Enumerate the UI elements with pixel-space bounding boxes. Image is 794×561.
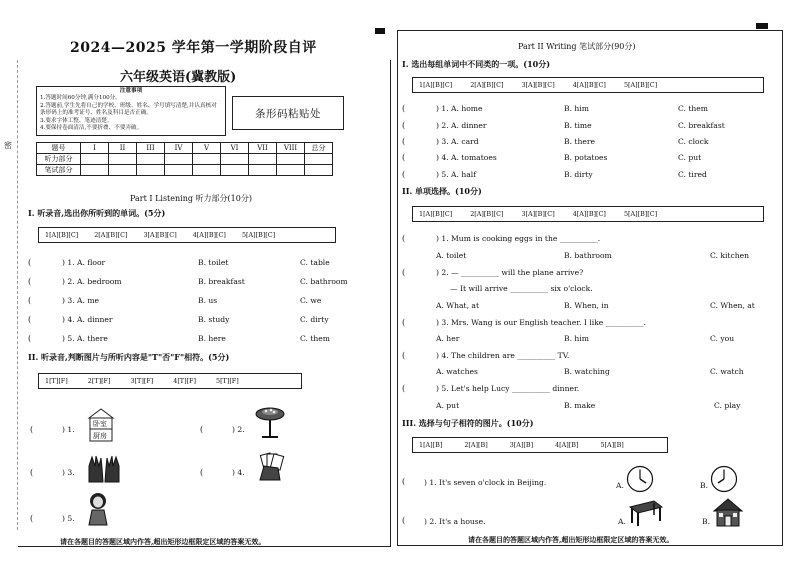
dirty-hands-icon: [86, 452, 122, 484]
answer-bracket[interactable]: (: [402, 477, 406, 486]
answer-option[interactable]: 3[A][B][C]: [521, 81, 555, 89]
answer-bracket[interactable]: (: [402, 384, 406, 393]
answer-option[interactable]: 3[A][B][C]: [521, 210, 555, 218]
score-cell[interactable]: [165, 165, 193, 176]
answer-option[interactable]: 4[A][B][C]: [572, 210, 606, 218]
option-a: A. What, at: [436, 301, 479, 310]
answer-option[interactable]: 5[A][B]: [600, 441, 624, 449]
answer-bracket[interactable]: (: [28, 315, 32, 324]
score-header-cell: 总分: [305, 143, 333, 154]
picture-label-a: A.: [616, 481, 624, 490]
option-c: C. watch: [710, 367, 744, 376]
score-cell[interactable]: [249, 154, 277, 165]
option-a: A. her: [436, 334, 460, 343]
option-b: B. study: [198, 315, 230, 324]
score-cell[interactable]: [137, 154, 165, 165]
answer-option[interactable]: 4[A][B][C]: [572, 81, 606, 89]
answer-option[interactable]: 5[A][B][C]: [623, 210, 658, 218]
question-stem: ) 4. The children are __________ TV.: [436, 351, 570, 360]
question-item: ) 2. A. bedroom: [62, 277, 122, 286]
bottom-rule: [18, 546, 390, 547]
option-c: C. kitchen: [710, 251, 749, 260]
question-item: ) 1. A. floor: [62, 258, 106, 267]
right-rule: [390, 60, 391, 547]
score-cell[interactable]: [305, 154, 333, 165]
answer-bracket[interactable]: (: [30, 425, 34, 434]
option-b: B. make: [564, 401, 596, 410]
picture-item-label: ) 2.: [232, 425, 245, 434]
option-c: C. put: [678, 153, 702, 162]
notes-item: 3.要求字体工整、笔迹清楚。: [40, 117, 113, 124]
option-c: C. we: [300, 296, 322, 305]
picture-item-label: ) 3.: [62, 468, 75, 477]
score-header-cell: VII: [249, 143, 277, 154]
cake-table-icon: [252, 404, 288, 440]
answer-option[interactable]: 3[A][B][C]: [143, 231, 177, 239]
notes-item: 2.答题前,学生先将自己的学校、班级、姓名、学号填写清楚,并认真核对条形码上的准考证号、姓名及科目是否正确。: [40, 102, 217, 117]
girl-icon: [84, 492, 112, 526]
notes-item: 4.要保持卷面清洁,不要折叠、不要弄破。: [40, 125, 143, 132]
score-header-cell: V: [193, 143, 221, 154]
score-header-cell: IV: [165, 143, 193, 154]
question-stem: ) 5. Let's help Lucy __________ dinner.: [436, 384, 580, 393]
option-b: B. us: [198, 296, 218, 305]
answer-bracket[interactable]: (: [200, 425, 204, 434]
option-b: B. time: [564, 121, 592, 130]
left-footer-note: 请在各题目的答题区域内作答,超出矩形边框限定区域的答案无效。: [60, 537, 266, 546]
listening-section1-heading: I. 听录音,选出你所听到的单词。(5分): [28, 208, 166, 218]
registration-mark: [375, 28, 385, 34]
score-row-label: 听力部分: [37, 154, 81, 165]
answer-option[interactable]: 5[A][B][C]: [623, 81, 658, 89]
writing-section1-heading: I. 选出每组单词中不同类的一项。(10分): [402, 59, 551, 69]
notes-item: 1.答题时间60分钟,满分100分。: [40, 95, 121, 102]
answer-bracket[interactable]: (: [402, 170, 406, 179]
picture-item-label: ) 5.: [62, 514, 75, 523]
score-table: [36, 142, 333, 176]
answer-option[interactable]: 4[A][B]: [555, 441, 579, 449]
question-item: ) 1. A. home: [436, 104, 483, 113]
option-b: B. When, in: [564, 301, 609, 310]
score-cell[interactable]: [137, 165, 165, 176]
answer-option[interactable]: 2[A][B][C]: [470, 81, 504, 89]
question-stem: ) 1. It's seven o'clock in Beijing.: [424, 478, 547, 487]
score-cell[interactable]: [109, 165, 137, 176]
notes-heading: 注意事项: [119, 88, 143, 94]
answer-bracket[interactable]: (: [30, 468, 34, 477]
answer-option[interactable]: 5[A][B][C]: [241, 231, 276, 239]
answer-option[interactable]: 4[T][F]: [173, 377, 196, 385]
answer-option[interactable]: 1[A][B][C]: [419, 81, 453, 89]
option-b: B. watching: [564, 367, 610, 376]
answer-bracket[interactable]: (: [30, 514, 34, 523]
question-item: ) 5. A. there: [62, 334, 108, 343]
answer-option[interactable]: 2[A][B]: [464, 441, 488, 449]
answer-bracket[interactable]: (: [28, 258, 32, 267]
picture-item-label: ) 4.: [232, 468, 245, 477]
option-b: B. him: [564, 334, 589, 343]
option-c: C. play: [714, 401, 741, 410]
option-c: C. them: [678, 104, 709, 113]
question-stem-line2: — It will arrive __________ six o'clock.: [450, 284, 593, 293]
right-page: [397, 30, 783, 546]
score-cell[interactable]: [109, 154, 137, 165]
left-page: [0, 0, 392, 561]
answer-option-row: [38, 373, 302, 389]
question-stem: ) 2. It's a house.: [424, 517, 486, 526]
option-c: C. breakfast: [678, 121, 725, 130]
answer-bracket[interactable]: (: [402, 234, 406, 243]
right-footer-note: 请在各题目的答题区域内作答,超出矩形边框限定区域的答案无效。: [468, 535, 674, 544]
option-c: C. When, at: [710, 301, 755, 310]
exam-subtitle: 六年级英语(冀教版): [120, 70, 237, 85]
answer-option[interactable]: 2[A][B][C]: [470, 210, 504, 218]
writing-section2-heading: II. 单项选择。(10分): [402, 186, 482, 196]
answer-option-row: [412, 437, 668, 453]
option-b: B. here: [198, 334, 226, 343]
score-cell[interactable]: [249, 165, 277, 176]
picture-label-a: A.: [618, 517, 626, 526]
score-cell[interactable]: [277, 154, 305, 165]
exam-title: 2024—2025 学年第一学期阶段自评: [70, 40, 317, 56]
answer-option-row: [412, 206, 764, 222]
option-c: C. dirty: [300, 315, 329, 324]
clock-a-icon: [626, 465, 654, 493]
registration-mark: [756, 23, 768, 29]
option-c: C. bathroom: [300, 277, 348, 286]
listening-section2-heading: II. 听录音,判断图片与所听内容是"T"否"F"相符。(5分): [28, 352, 230, 362]
score-cell[interactable]: [81, 154, 109, 165]
option-c: C. you: [710, 334, 735, 343]
answer-bracket[interactable]: (: [402, 104, 406, 113]
question-stem: ) 1. Mum is cooking eggs in the __________.: [436, 234, 601, 243]
answer-bracket[interactable]: (: [402, 318, 406, 327]
option-b: B. toilet: [198, 258, 229, 267]
answer-option-row: [38, 227, 336, 243]
question-item: ) 4. A. tomatoes: [436, 153, 497, 162]
answer-option-row: [412, 77, 764, 93]
picture-label-b: B.: [702, 517, 710, 526]
option-b: B. potatoes: [564, 153, 608, 162]
answer-option[interactable]: 3[A][B]: [509, 441, 534, 449]
score-header-cell: I: [81, 143, 109, 154]
score-header-cell: VIII: [277, 143, 305, 154]
answer-option[interactable]: 1[A][B]: [419, 441, 443, 449]
question-item: ) 3. A. me: [62, 296, 100, 305]
score-cell[interactable]: [221, 165, 249, 176]
answer-option[interactable]: 2[A][B][C]: [94, 231, 128, 239]
room-sign-picture: [88, 408, 114, 442]
answer-bracket[interactable]: (: [28, 277, 32, 286]
sign-top-text: 卧室: [93, 420, 107, 428]
house-icon: [712, 497, 744, 527]
answer-option[interactable]: 2[T][F]: [87, 377, 111, 385]
answer-option[interactable]: 5[T][F]: [216, 377, 239, 385]
answer-bracket[interactable]: (: [402, 516, 406, 525]
binding-mark: 密: [4, 141, 12, 150]
score-cell[interactable]: [305, 165, 333, 176]
score-cell[interactable]: [277, 165, 305, 176]
question-item: ) 5. A. half: [436, 170, 477, 179]
writing-section3-heading: III. 选择与句子相符的图片。(10分): [402, 418, 534, 428]
score-cell[interactable]: [193, 165, 221, 176]
picture-label-b: B.: [700, 481, 708, 490]
option-a: A. put: [436, 401, 460, 410]
barcode-area: 条形码粘贴处: [232, 96, 344, 130]
answer-bracket[interactable]: (: [28, 334, 32, 343]
cards-hand-icon: [254, 452, 286, 482]
part2-title: Part II Writing 笔试部分(90分): [518, 42, 636, 51]
score-cell[interactable]: [165, 154, 193, 165]
sign-bottom-text: 厨房: [93, 432, 107, 440]
answer-bracket[interactable]: (: [402, 268, 406, 277]
option-b: B. there: [564, 137, 595, 146]
answer-bracket[interactable]: (: [200, 468, 204, 477]
option-c: C. them: [300, 334, 331, 343]
question-stem: ) 2. — __________ will the plane arrive?: [436, 268, 584, 277]
score-row-label: 笔试部分: [37, 165, 81, 176]
option-b: B. bathroom: [564, 251, 612, 260]
binding-line: [0, 60, 18, 530]
question-item: ) 4. A. dinner: [62, 315, 113, 324]
option-b: B. breakfast: [198, 277, 245, 286]
table-icon: [628, 499, 664, 527]
answer-option[interactable]: 4[A][B][C]: [192, 231, 226, 239]
option-a: A. toilet: [436, 251, 467, 260]
answer-option[interactable]: 3[T][F]: [130, 377, 154, 385]
answer-bracket[interactable]: (: [28, 296, 32, 305]
answer-option[interactable]: 1[T][F]: [45, 377, 68, 385]
part1-title: Part I Listening 听力部分(10分): [130, 194, 252, 203]
picture-item-label: ) 1.: [62, 425, 75, 434]
answer-bracket[interactable]: (: [402, 121, 406, 130]
score-header-cell: VI: [221, 143, 249, 154]
answer-bracket[interactable]: (: [402, 153, 406, 162]
question-stem: ) 3. Mrs. Wang is our English teacher. I like __________.: [436, 318, 647, 327]
option-a: A. watches: [436, 367, 478, 376]
option-c: C. table: [300, 258, 330, 267]
score-cell[interactable]: [193, 154, 221, 165]
answer-bracket[interactable]: (: [402, 137, 406, 146]
option-c: C. tired: [678, 170, 707, 179]
score-header-cell: III: [137, 143, 165, 154]
question-item: ) 3. A. card: [436, 137, 479, 146]
score-header-cell: 题号: [37, 143, 81, 154]
option-b: B. dirty: [564, 170, 593, 179]
score-cell[interactable]: [81, 165, 109, 176]
question-item: ) 2. A. dinner: [436, 121, 487, 130]
clock-b-icon: [710, 465, 738, 493]
answer-bracket[interactable]: (: [402, 351, 406, 360]
answer-option[interactable]: 1[A][B][C]: [419, 210, 453, 218]
option-c: C. clock: [678, 137, 709, 146]
answer-option[interactable]: 1[A][B][C]: [45, 231, 79, 239]
score-header-cell: II: [109, 143, 137, 154]
notes-box: [36, 86, 226, 136]
option-b: B. him: [564, 104, 589, 113]
score-cell[interactable]: [221, 154, 249, 165]
